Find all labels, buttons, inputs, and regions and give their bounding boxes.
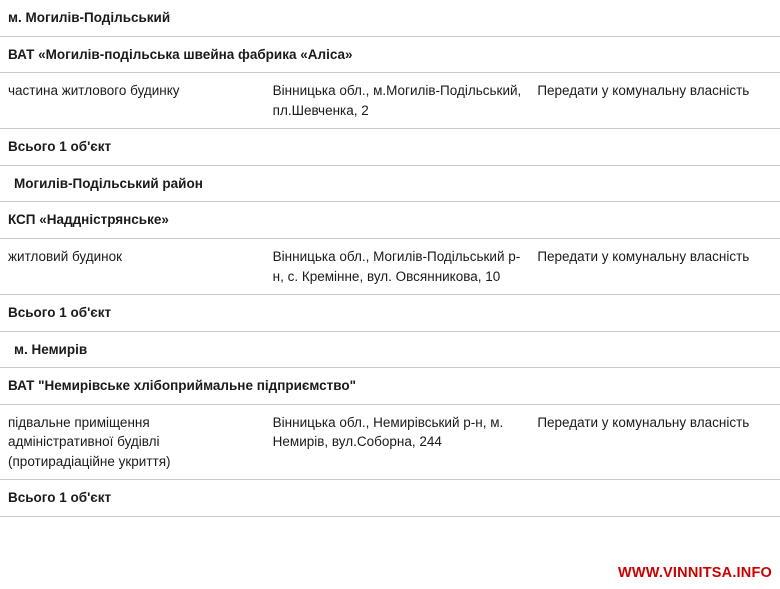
section-total-row — [0, 480, 780, 517]
section-org-label: ВАТ «Могилів-подільська швейна фабрика «Аліса» — [0, 36, 780, 73]
object-name-cell: житловий будинок — [0, 238, 265, 294]
object-action-cell: Передати у комунальну власність — [529, 238, 780, 294]
section-city-label: м. Могилів-Подільський — [8, 10, 171, 25]
section-org-row — [0, 36, 780, 73]
section-total-label: Всього 1 об'єкт — [0, 480, 780, 517]
section-total-label: Всього 1 об'єкт — [0, 129, 780, 166]
section-total-row — [0, 129, 780, 166]
section-city-row — [0, 331, 780, 368]
section-city-label: Могилів-Подільський район — [0, 165, 780, 202]
section-org-label: КСП «Наддністрянське» — [0, 202, 780, 239]
object-address-cell: Вінницька обл., Немирівський р-н, м. Немирів, вул.Соборна, 244 — [265, 404, 530, 480]
object-address-cell: Вінницька обл., Могилів-Подільський р-н, с. Кремінне, вул. Овсянникова, 10 — [265, 238, 530, 294]
table-row — [0, 73, 780, 129]
object-name-cell: підвальне приміщення адміністративної будівлі (протирадіаційне укриття) — [0, 404, 265, 480]
site-watermark: WWW.VINNITSA.INFO — [617, 565, 772, 581]
section-total-row — [0, 295, 780, 332]
section-city-row — [0, 0, 780, 36]
section-org-row — [0, 368, 780, 405]
object-name-cell: частина житлового будинку — [0, 73, 265, 129]
section-city-row — [0, 165, 780, 202]
table-row — [0, 404, 780, 480]
section-org-label: ВАТ "Немирівське хлібоприймальне підприємство" — [0, 368, 780, 405]
section-org-row — [0, 202, 780, 239]
object-address-cell: Вінницька обл., м.Могилів-Подільський, пл.Шевченка, 2 — [265, 73, 530, 129]
section-city-label: м. Немирів — [0, 331, 780, 368]
object-action-cell: Передати у комунальну власність — [529, 404, 780, 480]
object-action-cell: Передати у комунальну власність — [529, 73, 780, 129]
table-row — [0, 238, 780, 294]
section-total-label: Всього 1 об'єкт — [0, 295, 780, 332]
